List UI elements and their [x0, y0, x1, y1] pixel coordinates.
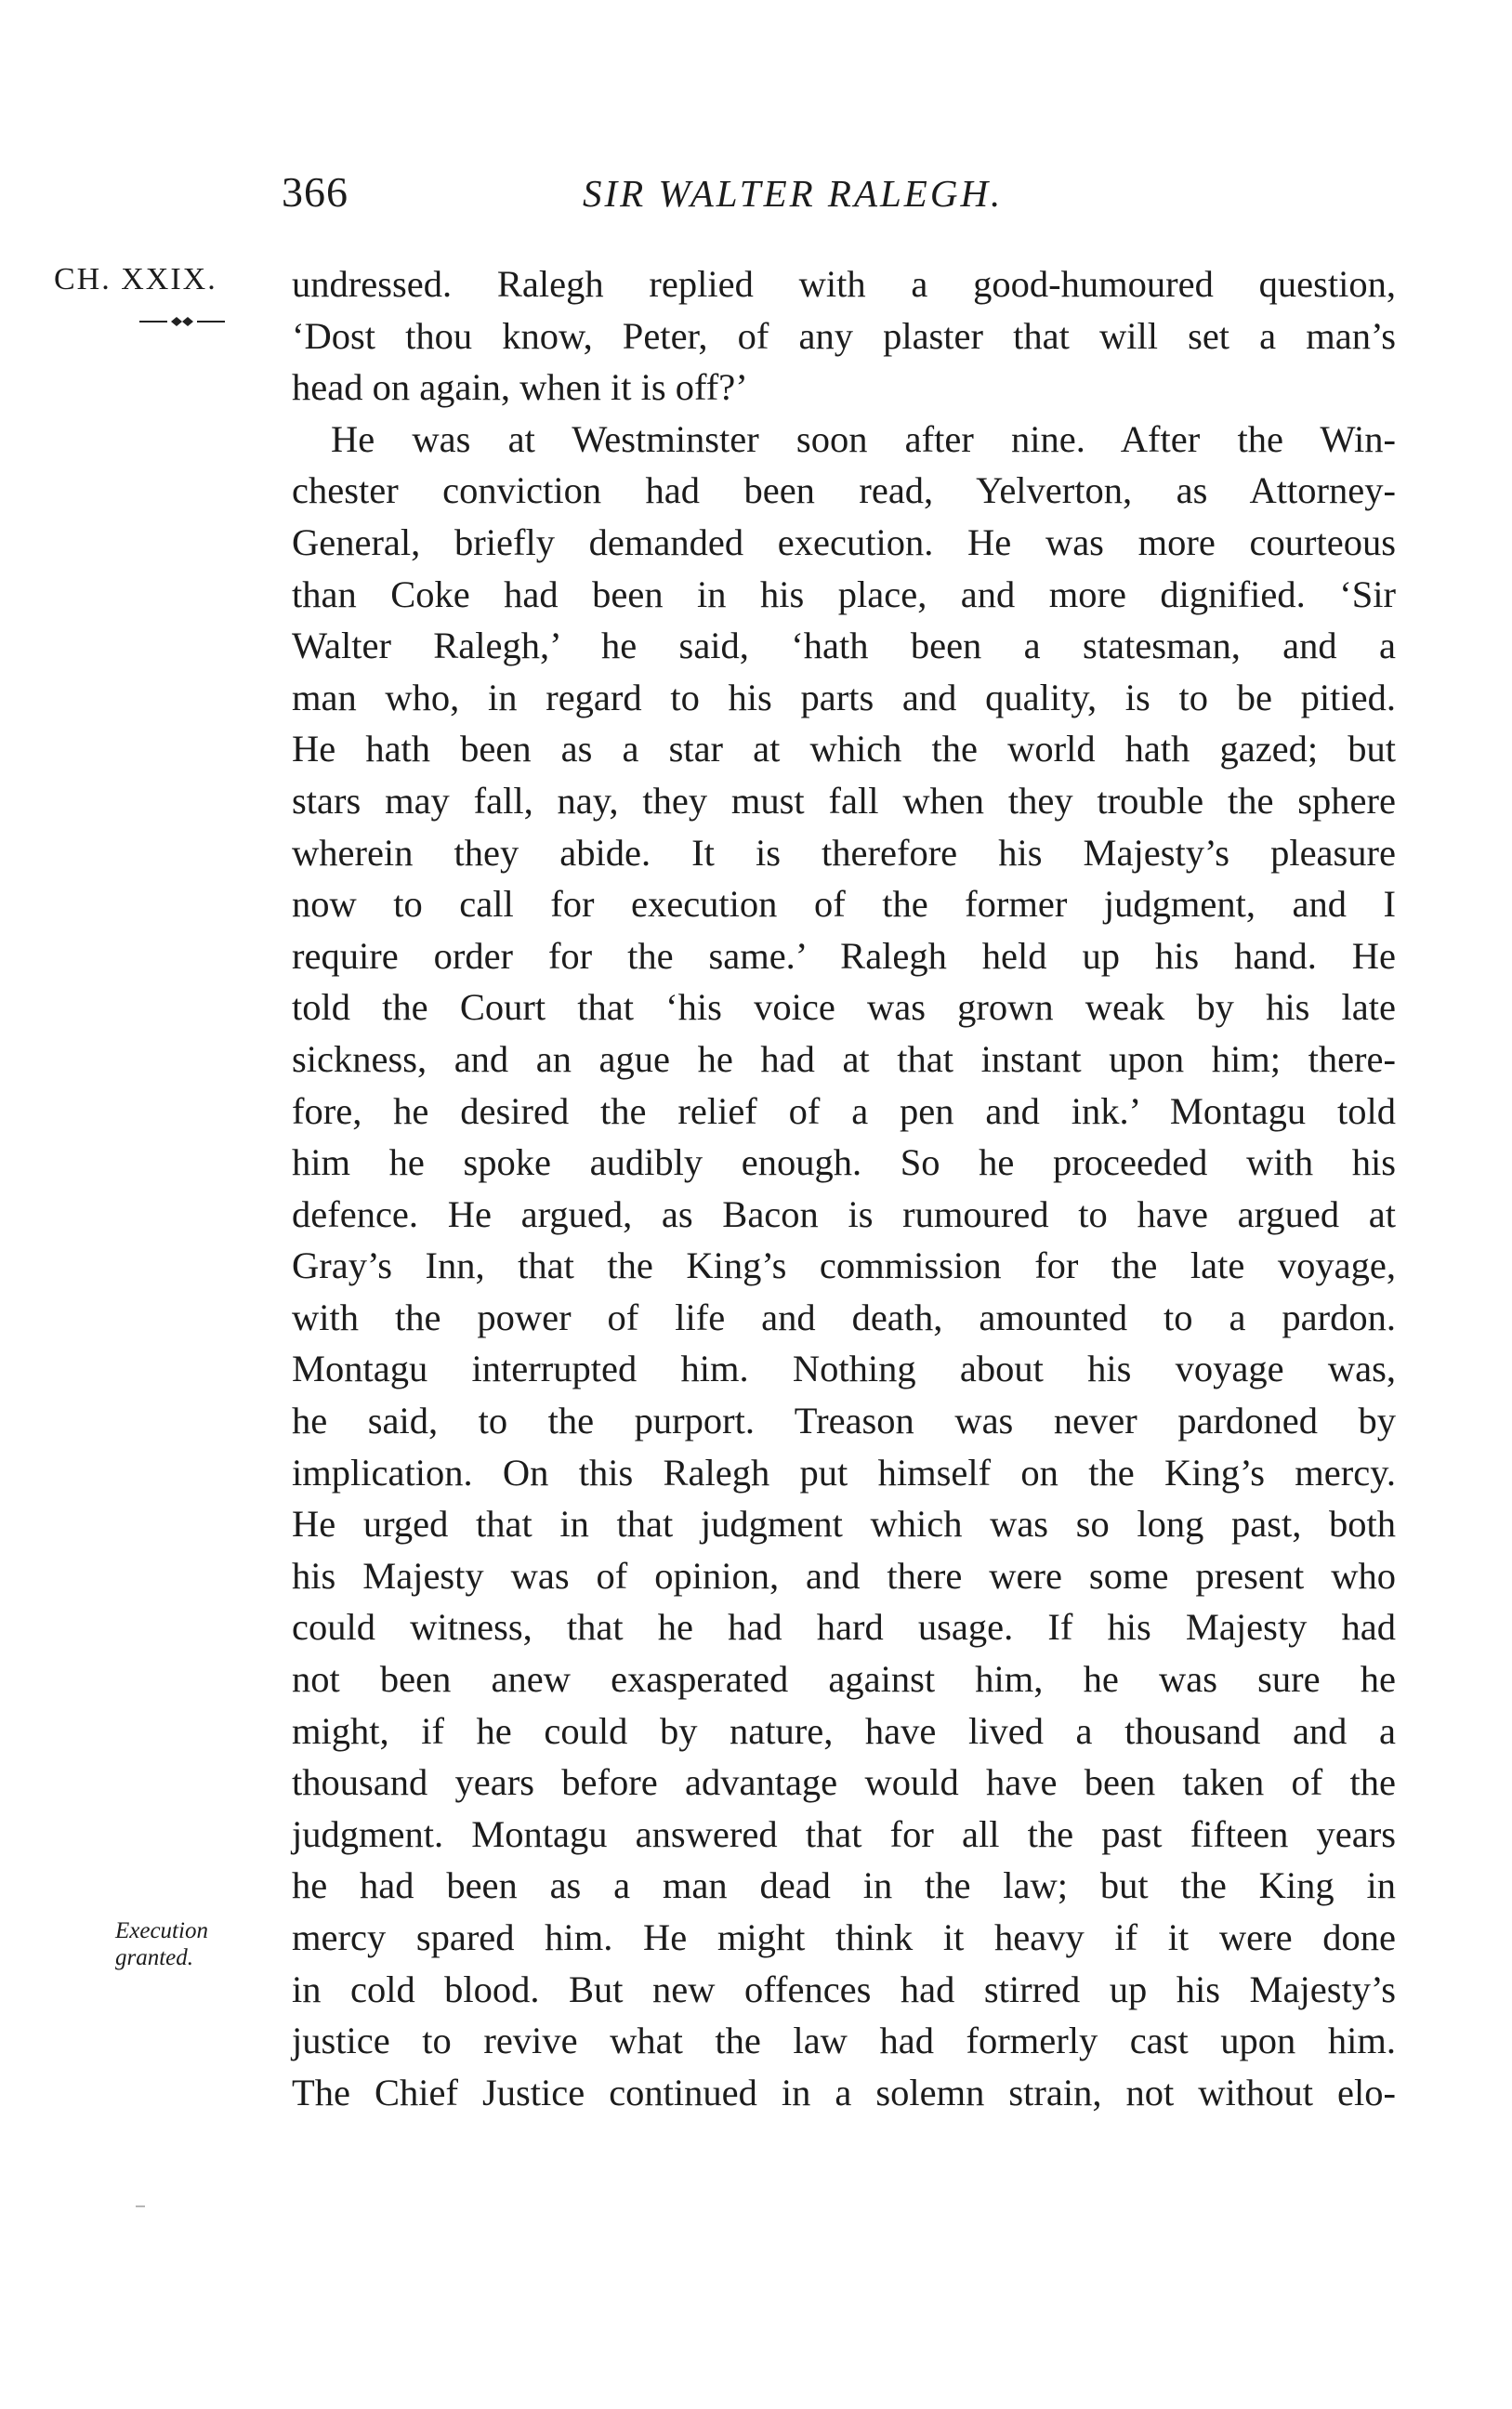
chapter-label: CH. XXIX. — [54, 262, 217, 296]
text-line: mercy spared him. He might think it heavy if it were done — [292, 1916, 1396, 1958]
side-note-line: Execution — [115, 1918, 208, 1943]
text-line: Gray’s Inn, that the King’s commission for the late voyage, — [292, 1244, 1396, 1287]
text-line: ‘Dost thou know, Peter, of any plaster that will set a man’s — [292, 314, 1396, 357]
page-mark — [136, 2205, 145, 2207]
text-line: The Chief Justice continued in a solemn strain, not without elo- — [292, 2071, 1396, 2113]
text-line: he said, to the purport. Treason was never pardoned by — [292, 1400, 1396, 1442]
text-line: justice to revive what the law had formerly cast upon him. — [292, 2020, 1396, 2062]
running-head: SIR WALTER RALEGH. — [583, 172, 1004, 215]
text-line: fore, he desired the relief of a pen and ink.’ Montagu told — [292, 1089, 1396, 1132]
page-number: 366 — [282, 168, 348, 216]
text-line: judgment. Montagu answered that for all the past fifteen years — [292, 1812, 1396, 1855]
text-line: might, if he could by nature, have lived a thousand and a — [292, 1709, 1396, 1752]
text-line: chester conviction had been read, Yelverton, as Attorney- — [292, 469, 1396, 512]
text-line: wherein they abide. It is therefore his Majesty’s pleasure — [292, 831, 1396, 874]
text-line: not been anew exasperated against him, he was sure he — [292, 1658, 1396, 1701]
text-line: stars may fall, nay, they must fall when they trouble the sphere — [292, 779, 1396, 822]
side-note — [115, 1917, 208, 1971]
text-line: head on again, when it is off?’ — [292, 366, 748, 409]
text-line: thousand years before advantage would have been taken of the — [292, 1761, 1396, 1804]
text-line: sickness, and an ague he had at that instant upon him; there- — [292, 1037, 1396, 1080]
text-line: his Majesty was of opinion, and there were some present who — [292, 1554, 1396, 1597]
text-line: Walter Ralegh,’ he said, ‘hath been a statesman, and a — [292, 625, 1396, 667]
text-line: told the Court that ‘his voice was grown weak by his late — [292, 986, 1396, 1029]
text-line: implication. On this Ralegh put himself on the King’s mercy. — [292, 1451, 1396, 1494]
text-line: he had been as a man dead in the law; but the King in — [292, 1864, 1396, 1907]
text-line: undressed. Ralegh replied with a good-humoured question, — [292, 263, 1396, 305]
text-line: He urged that in that judgment which was so long past, both — [292, 1503, 1396, 1546]
text-line: require order for the same.’ Ralegh held up his hand. He — [292, 934, 1396, 977]
text-line: in cold blood. But new offences had stirred up his Majesty’s — [292, 1968, 1396, 2010]
text-line: than Coke had been in his place, and more dignified. ‘Sir — [292, 573, 1396, 615]
text-line: with the power of life and death, amounted to a pardon. — [292, 1296, 1396, 1338]
text-line: man who, in regard to his parts and quality, is to be pitied. — [292, 676, 1396, 718]
text-line: He hath been as a star at which the world hath gazed; but — [292, 728, 1396, 770]
text-line: General, briefly demanded execution. He was more courteous — [292, 520, 1396, 563]
text-line: now to call for execution of the former judgment, and I — [292, 883, 1396, 926]
side-note-line: granted. — [115, 1945, 194, 1970]
text-line: defence. He argued, as Bacon is rumoured to have argued at — [292, 1192, 1396, 1235]
text-line: could witness, that he had hard usage. If his Majesty had — [292, 1606, 1396, 1649]
text-line: Montagu interrupted him. Nothing about his voyage was, — [292, 1348, 1396, 1390]
text-line: him he spoke audibly enough. So he proceeded with his — [292, 1141, 1396, 1184]
text-line: He was at Westminster soon after nine. After the Win- — [331, 417, 1396, 460]
ornament-dash-icon — [139, 316, 225, 327]
body-text — [292, 258, 1396, 2118]
